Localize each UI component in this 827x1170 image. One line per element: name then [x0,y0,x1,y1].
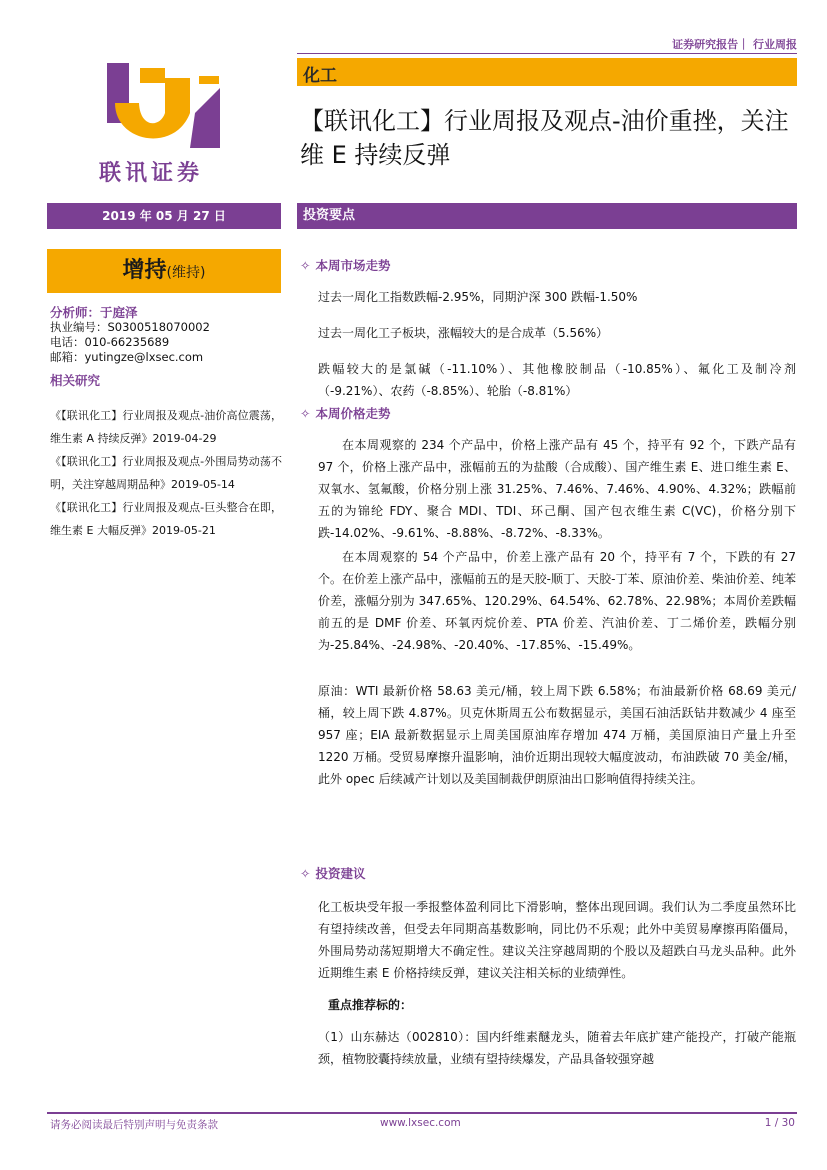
market-paragraph: 过去一周化工指数跌幅-2.95%，同期沪深 300 跌幅-1.50% [318,290,638,304]
report-title: 【联讯化工】行业周报及观点-油价重挫，关注维 E 持续反弹 [300,107,789,169]
report-type-tag: 证券研究报告｜ 行业周报 [672,38,797,51]
rating-sub: (维持) [166,265,206,281]
market-section [318,286,796,402]
company-logo [95,58,235,188]
footer-disclaimer[interactable]: 请务必阅读最后特别声明与免责条款 [50,1119,218,1131]
report-date: 2019 年 05 月 27 日 [47,203,281,229]
advice-section [318,896,796,1070]
page-number: 1 / 30 [764,1117,795,1129]
advice-paragraph: 化工板块受年报一季报整体盈利同比下滑影响，整体出现回调。我们认为二季度虽然环比有望持续改善，但受去年同期高基数影响，同比仍不乐观；此外中美贸易摩擦再陷僵局，外围局势动荡短期增大不确定性。建议关注穿越周期的个股以及超跌白马龙头品种。此外近期维生素 E 价格持续反弹，建议关注相关标的业绩弹性。 [318,900,796,980]
recommend-label: 重点推荐标的： [328,998,413,1012]
market-paragraph: 过去一周化工子板块，涨幅较大的是合成革（5.56%） [318,326,609,340]
analyst-id: 执业编号：S0300518070002 [50,320,210,334]
price-paragraph: 在本周观察的 234 个产品中，价格上涨产品有 45 个，持平有 92 个，下跌产品有 97 个，价格上涨产品中，涨幅前五的为盐酸（合成酸）、国产维生素 E、进口维生素 E、双氧水、氢氟酸，价格分别上涨 31.25%、7.46%、7.46%、4.90%、4.32%；跌幅前五的为锦纶 FDY、聚合 MDI、TDI、环己酮、国产包衣维生素 C(VC)，价格分别下跌-14.02%、-9.61%、-8.88%、-8.72%、-8.33%。 [318,438,796,540]
advice-heading: ✧ 投资建议 [300,866,366,881]
related-research-list [50,404,282,542]
rating-box [47,249,281,293]
section-title: 投资要点 [303,208,356,223]
sector-label: 化工 [303,66,337,86]
price-section [318,434,796,790]
sector-bar [297,58,797,86]
related-research-item[interactable]: 《【联讯化工】行业周报及观点-油价高位震荡，维生素 A 持续反弹》2019-04-29 [50,409,282,445]
footer-url[interactable]: www.lxsec.com [380,1117,461,1129]
analyst-name: 分析师：于庭泽 [50,305,138,320]
diamond-bullet-icon: ✧ [300,866,311,881]
related-research-heading: 相关研究 [50,373,101,388]
rating-main: 增持 [122,258,167,283]
recommend-item: （1）山东赫达（002810）：国内纤维素醚龙头，随着去年底扩建产能投产，打破产能瓶颈，植物胶囊持续放量，业绩有望持续爆发，产品具备较强穿越 [318,1030,796,1066]
related-research-item[interactable]: 《【联讯化工】行业周报及观点-巨头整合在即，维生素 E 大幅反弹》2019-05-21 [50,501,282,537]
analyst-phone: 电话：010-66235689 [50,335,170,349]
header-divider [297,53,797,54]
oil-paragraph: 原油：WTI 最新价格 58.63 美元/桶，较上周下跌 6.58%；布油最新价格 68.69 美元/桶，较上周下跌 4.87%。贝克休斯周五公布数据显示，美国石油活跃钻井数减少 4 座至 957 座；EIA 最新数据显示上周美国原油库存增加 474 万桶，美国原油日产量上升至 1220 万桶。受贸易摩擦升温影响，油价近期出现较大幅度波动，布油跌破 70 美金/桶，此外 opec 后续减产计划以及美国制裁伊朗原油出口影响值得持续关注。 [318,684,796,786]
logo-wordmark: 联讯证券 [99,160,204,186]
price-paragraph: 在本周观察的 54 个产品中，价差上涨产品有 20 个，持平有 7 个，下跌的有 27 个。在价差上涨产品中，涨幅前五的是天胶-顺丁、天胶-丁苯、原油价差、柴油价差、纯苯价差，涨幅分别为 347.65%、120.29%、64.54%、62.78%、22.98%；本周价差跌幅前五的是 DMF 价差、环氧丙烷价差、PTA 价差、汽油价差、丁二烯价差，跌幅分别为-25.84%、-24.98%、-20.40%、-17.85%、-15.49%。 [318,550,796,652]
price-heading: ✧ 本周价格走势 [300,406,391,421]
analyst-email[interactable]: 邮箱：yutingze@lxsec.com [50,350,204,364]
related-research-item[interactable]: 《【联讯化工】行业周报及观点-外围局势动荡不明，关注穿越周期品种》2019-05-14 [50,455,282,491]
diamond-bullet-icon: ✧ [300,258,311,273]
market-paragraph: 跌幅较大的是氯碱（-11.10%）、其他橡胶制品（-10.85%）、氟化工及制冷剂（-9.21%）、农药（-8.85%）、轮胎（-8.81%） [318,362,796,398]
market-heading: ✧ 本周市场走势 [300,258,391,273]
analyst-block [50,305,282,388]
diamond-bullet-icon: ✧ [300,406,311,421]
section-header [297,203,797,229]
footer-divider [47,1112,797,1114]
